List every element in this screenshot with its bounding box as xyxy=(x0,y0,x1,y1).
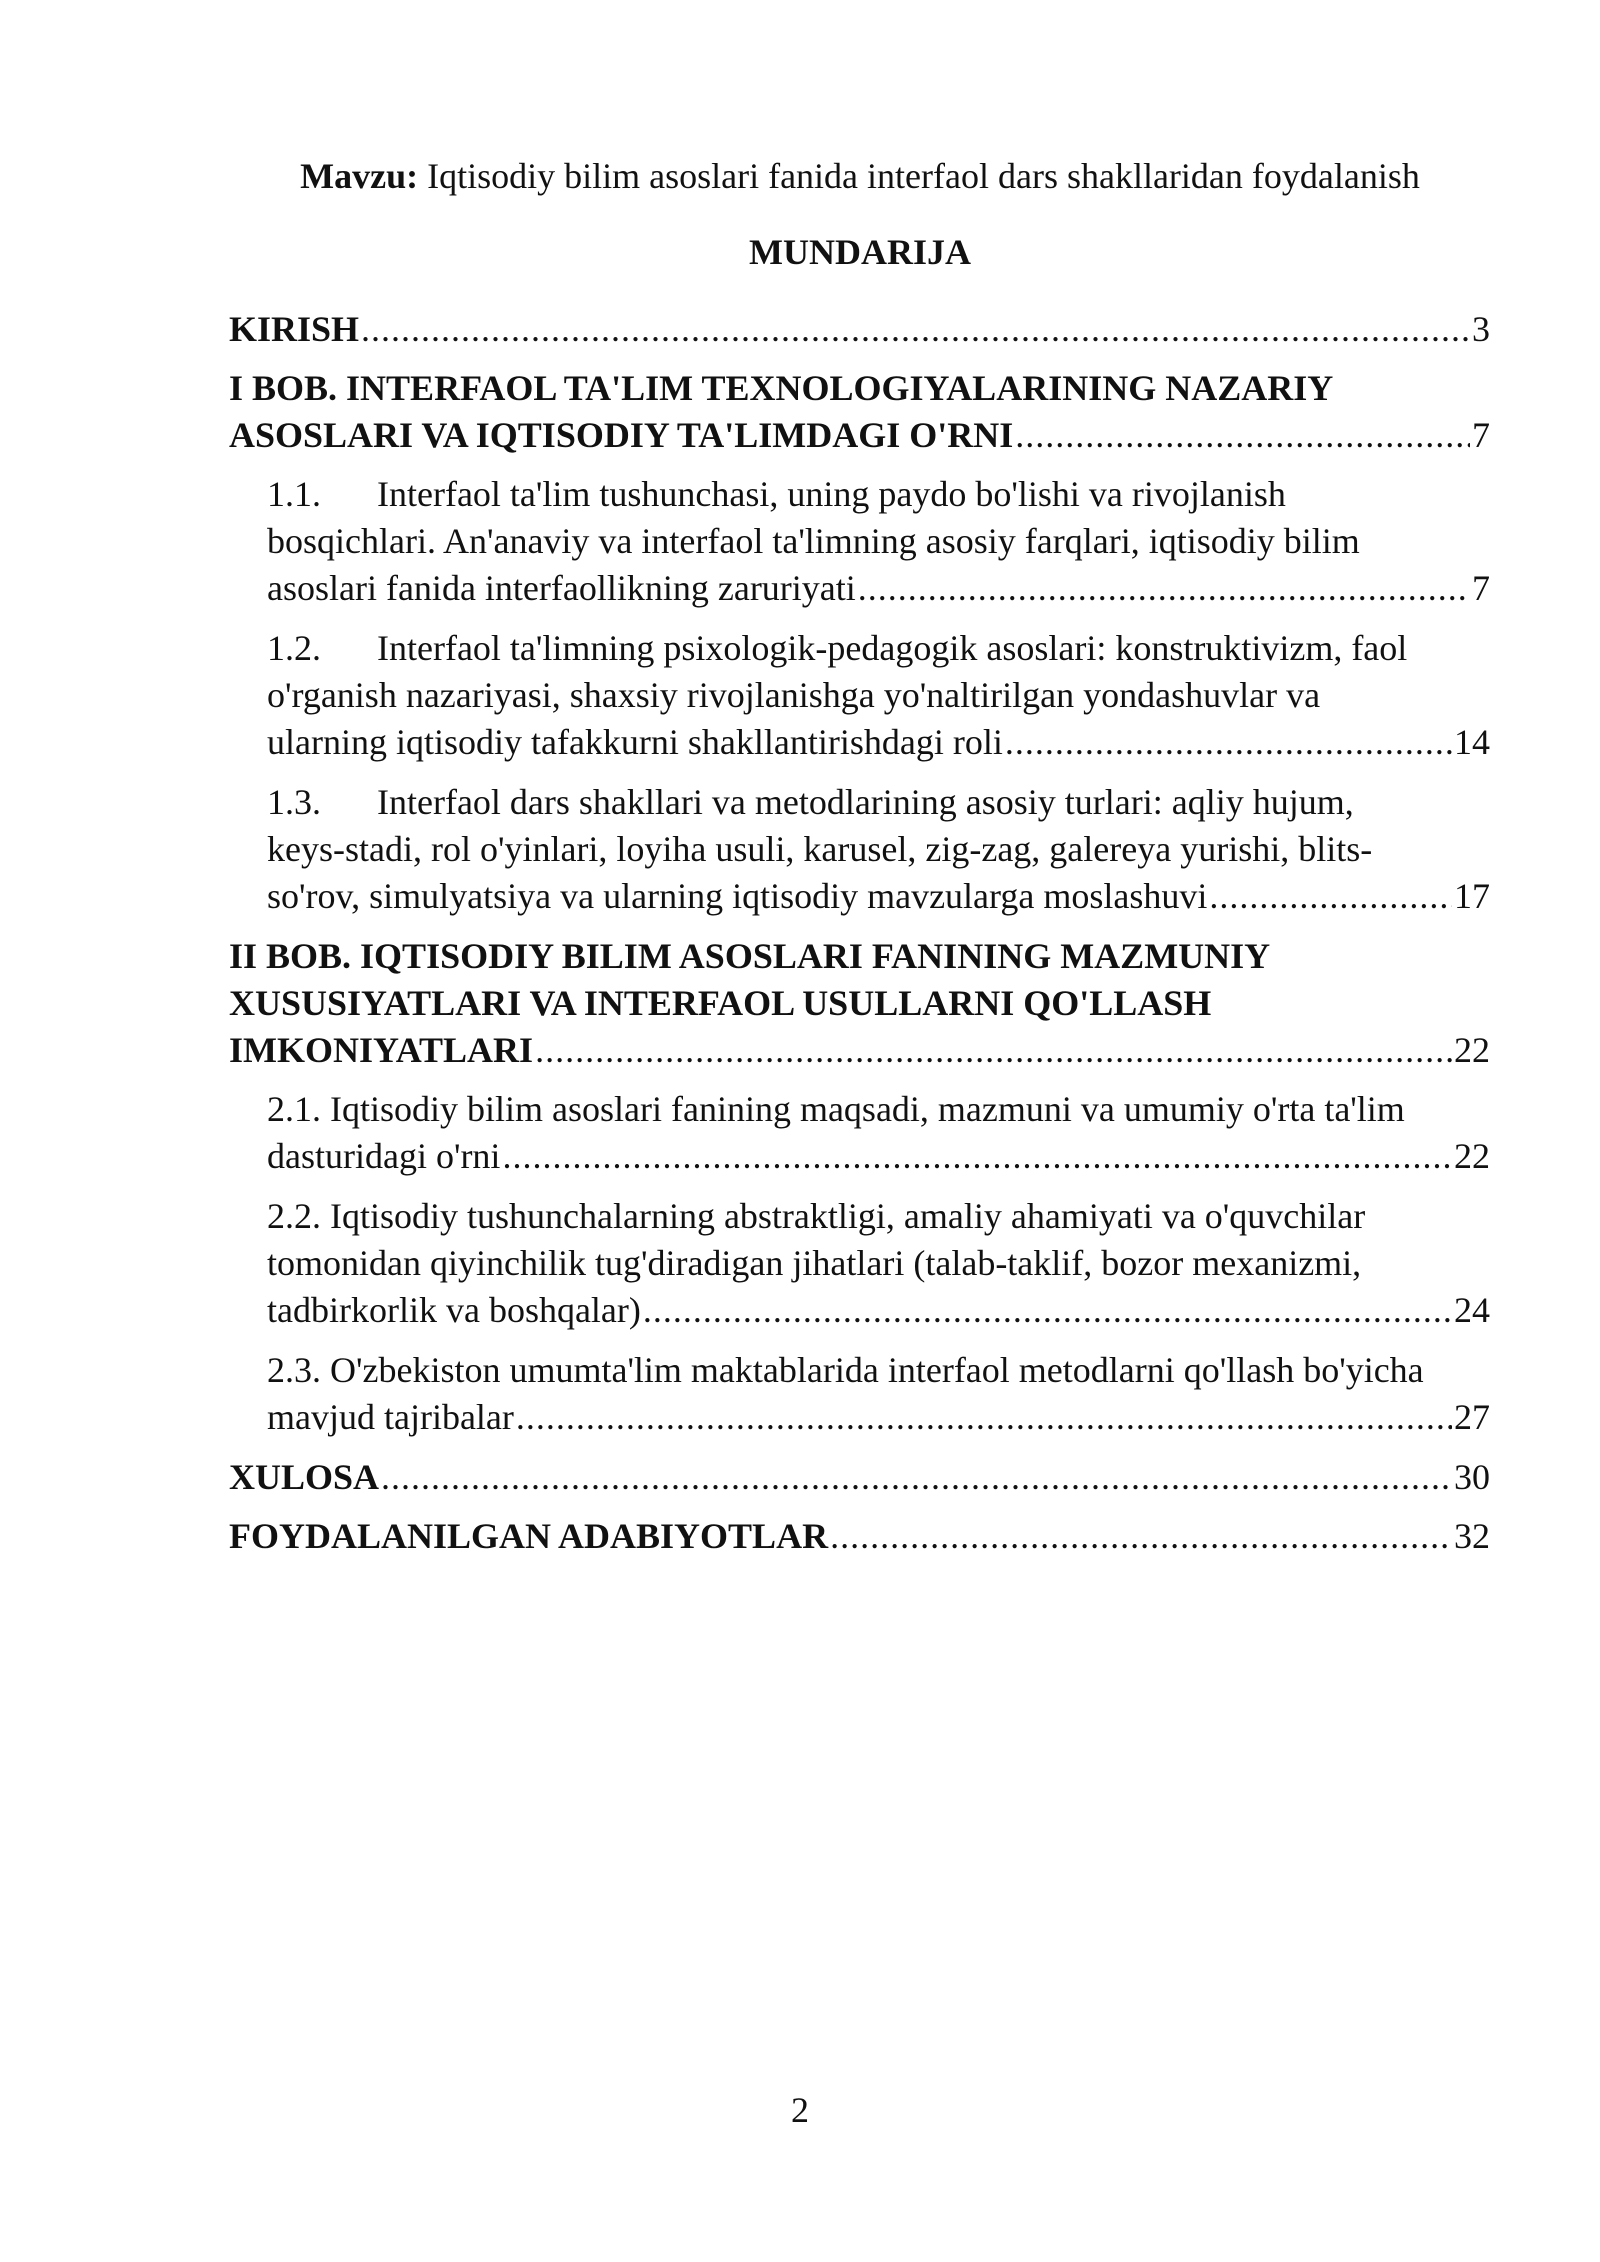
dot-leader xyxy=(381,1454,1452,1501)
toc-page-number: 24 xyxy=(1454,1290,1490,1330)
dot-leader xyxy=(1209,873,1452,920)
toc-page-number: 14 xyxy=(1454,722,1490,762)
toc-entry-chapter-2[interactable] xyxy=(229,933,1490,1074)
toc-entry-title: FOYDALANILGAN ADABIYOTLAR xyxy=(229,1516,829,1556)
dot-leader xyxy=(361,306,1470,353)
toc-entry-line xyxy=(267,471,1490,518)
toc-entry-section-1-1[interactable] xyxy=(229,471,1490,612)
toc-page-number: 32 xyxy=(1454,1516,1490,1556)
dot-leader xyxy=(830,1513,1452,1560)
toc-entry-section-1-3[interactable] xyxy=(229,779,1490,920)
toc-page-number: 17 xyxy=(1454,876,1490,916)
toc-page-number: 22 xyxy=(1454,1136,1490,1176)
toc-page-number: 30 xyxy=(1454,1457,1490,1497)
toc-entry-title-line: I BOB. INTERFAOL TA'LIM TEXNOLOGIYALARINING NAZARIY xyxy=(229,368,1334,408)
toc-entry-line: so'rov, simulyatsiya va ularning iqtisodiy mavzularga moslashuvi xyxy=(267,876,1208,916)
toc-entry-title-line: XUSUSIYATLARI VA INTERFAOL USULLARNI QO'LLASH xyxy=(229,983,1212,1023)
toc-page-number: 7 xyxy=(1472,568,1490,608)
toc-entry-title: XULOSA xyxy=(229,1457,380,1497)
table-of-contents xyxy=(229,306,1490,1572)
toc-entry-section-2-1[interactable] xyxy=(229,1086,1490,1180)
toc-page-number: 22 xyxy=(1454,1030,1490,1070)
toc-entry-references[interactable] xyxy=(229,1513,1490,1560)
toc-entry-kirish[interactable] xyxy=(229,306,1490,353)
toc-entry-title-line: II BOB. IQTISODIY BILIM ASOSLARI FANINING MAZMUNIY xyxy=(229,936,1271,976)
toc-entry-line: bosqichlari. An'anaviy va interfaol ta'limning asosiy farqlari, iqtisodiy bilim xyxy=(267,521,1360,561)
toc-entry-line: 2.2. Iqtisodiy tushunchalarning abstraktligi, amaliy ahamiyati va o'quvchilar xyxy=(267,1196,1366,1236)
toc-entry-section-2-2[interactable] xyxy=(229,1193,1490,1334)
dot-leader xyxy=(535,1027,1452,1074)
section-text: Interfaol ta'limning psixologik-pedagogik asoslari: konstruktivizm, faol xyxy=(377,628,1408,668)
toc-page-number: 7 xyxy=(1472,415,1490,455)
toc-entry-line: asoslari fanida interfaollikning zaruriyati xyxy=(267,568,856,608)
toc-entry-chapter-1[interactable] xyxy=(229,365,1490,459)
toc-heading: MUNDARIJA xyxy=(749,232,971,272)
toc-entry-line: dasturidagi o'rni xyxy=(267,1136,501,1176)
section-text: Interfaol dars shakllari va metodlarining asosiy turlari: aqliy hujum, xyxy=(377,782,1354,822)
toc-entry-line: mavjud tajribalar xyxy=(267,1397,514,1437)
toc-entry-line: tadbirkorlik va boshqalar) xyxy=(267,1290,641,1330)
section-text: Interfaol ta'lim tushunchasi, uning paydo bo'lishi va rivojlanish xyxy=(377,474,1286,514)
page-number: 2 xyxy=(791,2090,809,2130)
topic-line xyxy=(230,152,1490,200)
toc-entry-line xyxy=(267,625,1490,672)
dot-leader xyxy=(643,1287,1452,1334)
toc-entry-section-2-3[interactable] xyxy=(229,1347,1490,1441)
section-number: 1.2. xyxy=(267,628,321,668)
toc-page-number: 3 xyxy=(1472,309,1490,349)
dot-leader xyxy=(1015,412,1470,459)
section-number: 1.3. xyxy=(267,782,321,822)
toc-entry-line: 2.1. Iqtisodiy bilim asoslari fanining maqsadi, mazmuni va umumiy o'rta ta'lim xyxy=(267,1089,1405,1129)
toc-entry-section-1-2[interactable] xyxy=(229,625,1490,766)
toc-page-number: 27 xyxy=(1454,1397,1490,1437)
dot-leader xyxy=(502,1133,1452,1180)
section-number: 1.1. xyxy=(267,474,321,514)
toc-entry-title-line: ASOSLARI VA IQTISODIY TA'LIMDAGI O'RNI xyxy=(229,415,1014,455)
toc-entry-line: ularning iqtisodiy tafakkurni shakllantirishdagi roli xyxy=(267,722,1003,762)
toc-entry-title: KIRISH xyxy=(229,309,360,349)
toc-entry-xulosa[interactable] xyxy=(229,1454,1490,1501)
dot-leader xyxy=(516,1394,1452,1441)
toc-entry-line xyxy=(267,779,1490,826)
topic-label: Mavzu: xyxy=(300,156,419,196)
toc-entry-line: keys-stadi, rol o'yinlari, loyiha usuli, karusel, zig-zag, galereya yurishi, blits- xyxy=(267,829,1373,869)
topic-text: Iqtisodiy bilim asoslari fanida interfaol dars shakllaridan foydalanish xyxy=(418,156,1420,196)
toc-entry-line: 2.3. O'zbekiston umumta'lim maktablarida interfaol metodlarni qo'llash bo'yicha xyxy=(267,1350,1424,1390)
toc-entry-title-line: IMKONIYATLARI xyxy=(229,1030,534,1070)
toc-entry-line: o'rganish nazariyasi, shaxsiy rivojlanishga yo'naltirilgan yondashuvlar va xyxy=(267,675,1321,715)
toc-entry-line: tomonidan qiyinchilik tug'diradigan jihatlari (talab-taklif, bozor mexanizmi, xyxy=(267,1243,1362,1283)
dot-leader xyxy=(1005,719,1452,766)
dot-leader xyxy=(858,565,1470,612)
